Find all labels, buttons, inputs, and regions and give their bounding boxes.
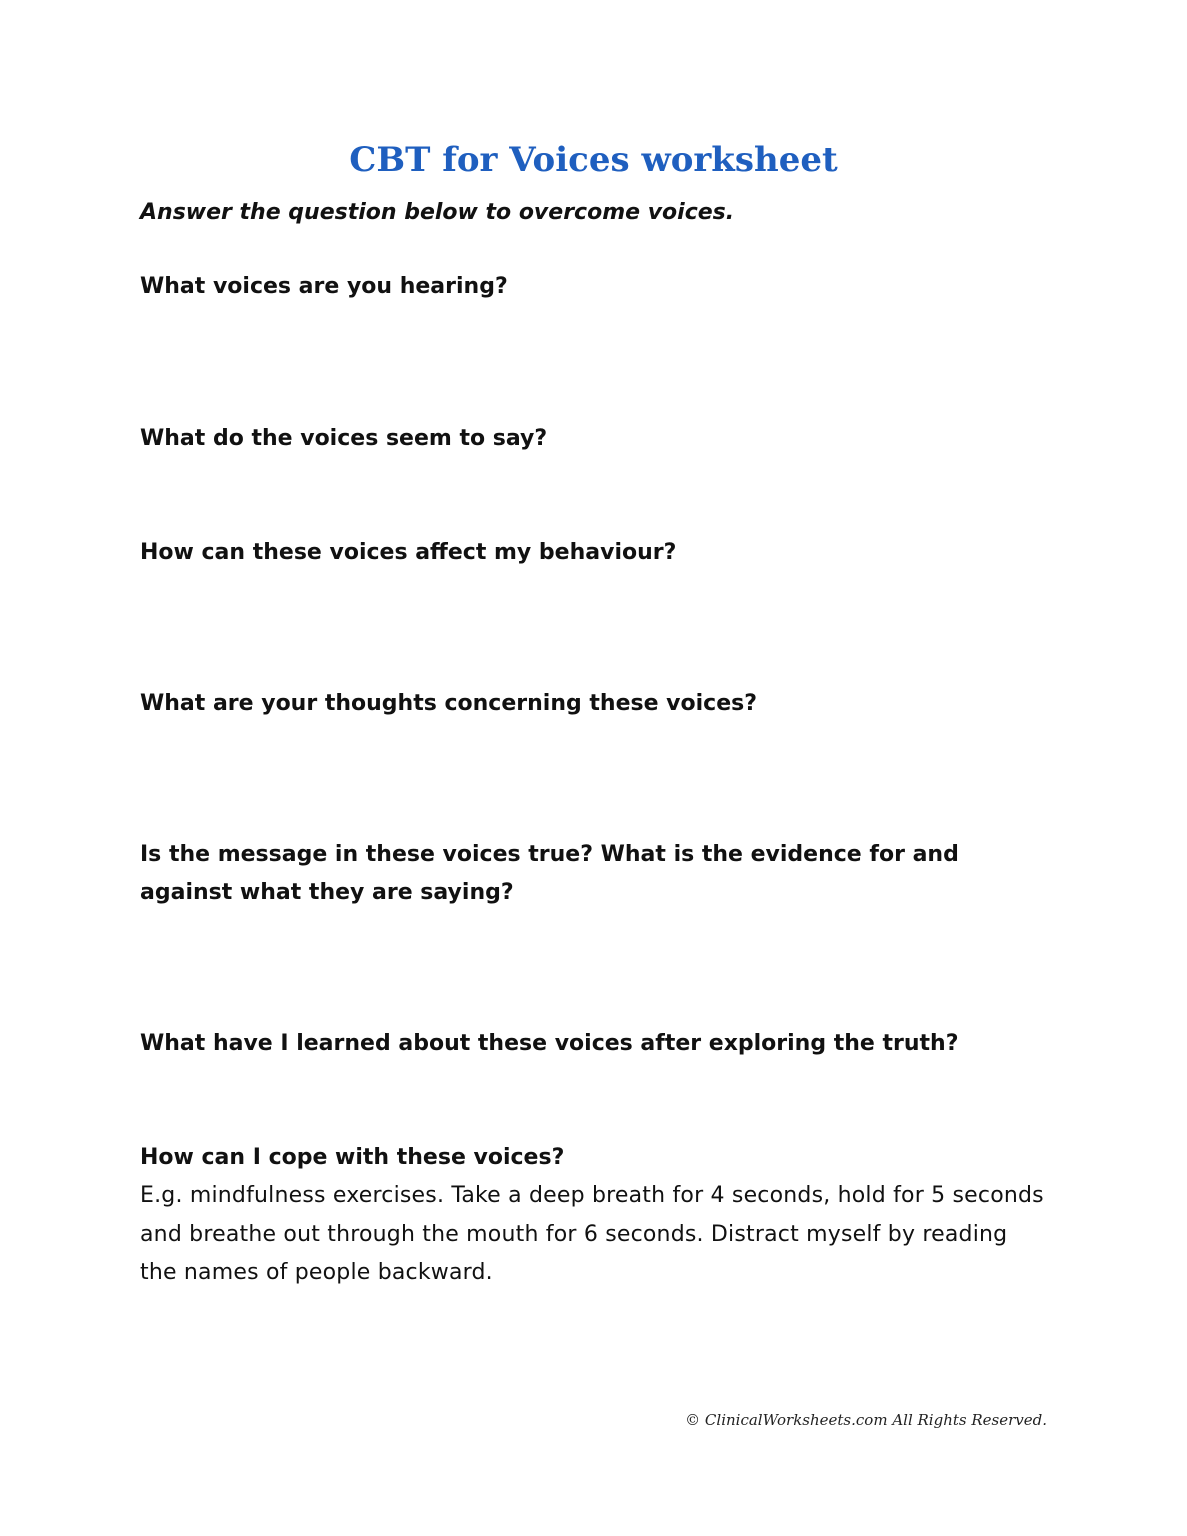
question-cope: How can I cope with these voices? <box>140 1145 565 1170</box>
copyright-footer: © ClinicalWorksheets.com All Rights Reserved. <box>685 1411 1047 1429</box>
question-thoughts: What are your thoughts concerning these voices? <box>140 691 757 716</box>
question-voices-say: What do the voices seem to say? <box>140 426 548 451</box>
question-evidence: Is the message in these voices true? What is the evidence for and against what they are saying? <box>140 842 959 905</box>
instruction-text: Answer the question below to overcome voices. <box>140 200 735 225</box>
question-affect-behaviour: How can these voices affect my behaviour? <box>140 540 677 565</box>
question-learned: What have I learned about these voices after exploring the truth? <box>140 1031 959 1056</box>
coping-example-text: E.g. mindfulness exercises. Take a deep breath for 4 seconds, hold for 5 seconds and breathe out through the mouth for 6 seconds. Distract myself by reading the names of people backward. <box>140 1183 1044 1285</box>
page-title: CBT for Voices worksheet <box>349 140 838 180</box>
question-voices-hearing: What voices are you hearing? <box>140 274 508 299</box>
